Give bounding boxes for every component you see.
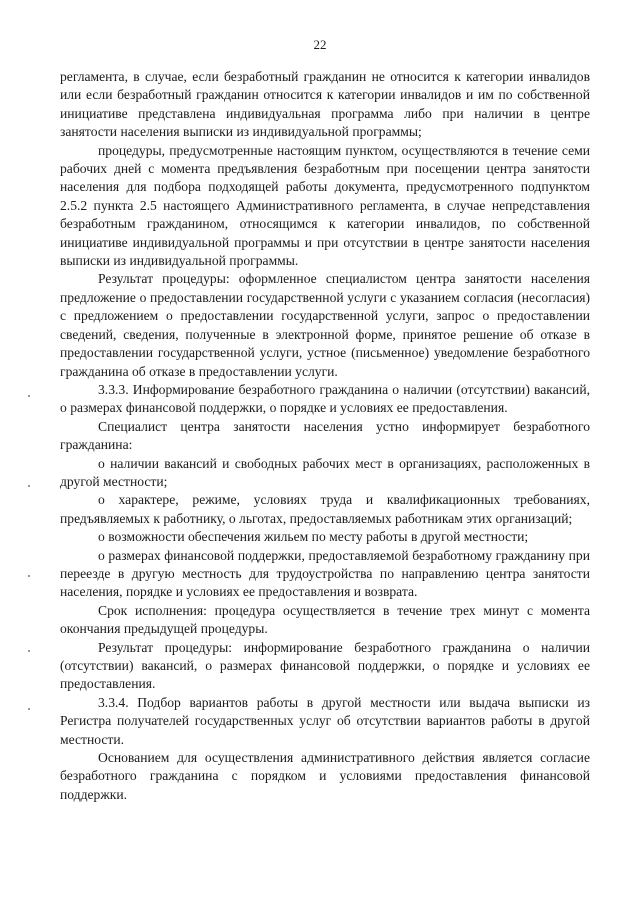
scan-speck — [28, 485, 30, 487]
list-item: о размерах финансовой поддержки, предоставляемой безработному гражданину при переезде в другую местность для трудоустройства по направлению центра занятости населения, порядке и условиях ее предоставления и возврата. — [60, 547, 590, 600]
list-item: о возможности обеспечения жильем по месту работы в другой местности; — [98, 529, 529, 545]
page-number: 22 — [313, 37, 327, 52]
paragraph: 3.3.3. Информирование безработного гражданина о наличии (отсутствии) вакансий, о размерах финансовой поддержки, о порядке и условиях ее предоставления. — [60, 381, 590, 416]
document-body — [60, 68, 590, 804]
list-item: о характере, режиме, условиях труда и квалификационных требованиях, предъявляемых к работнику, о льготах, предоставляемых работникам этих организаций; — [60, 492, 590, 526]
scan-speck — [28, 708, 30, 710]
paragraph: Основанием для осуществления административного действия является согласие безработного гражданина с порядком и условиями предоставления финансовой поддержки. — [60, 750, 590, 802]
scan-speck — [28, 395, 30, 397]
paragraph: Срок исполнения: процедура осуществляется в течение трех минут с момента окончания предыдущей процедуры. — [60, 602, 590, 637]
paragraph: Специалист центра занятости населения устно информирует безработного гражданина: — [60, 418, 590, 453]
list-item: о наличии вакансий и свободных рабочих мест в организациях, расположенных в другой местности; — [60, 455, 590, 489]
scan-speck — [28, 575, 30, 577]
scan-speck — [28, 650, 30, 652]
paragraph: Результат процедуры: оформленное специалистом центра занятости населения предложение о предоставлении государственной услуги с указанием согласия (несогласия) с предложением о предоставлении государственной услуги, запрос о предоставлении сведений, сведения, полученные в электронной форме, принятое решение об отказе в предоставлении государственной услуги, устное (письменное) уведомление безработного гражданина об отказе в предоставлении услуги. — [60, 271, 590, 379]
paragraph: Результат процедуры: информирование безработного гражданина о наличии (отсутствии) вакансий, о размерах финансовой поддержки, о порядке и условиях ее предоставления. — [60, 639, 590, 692]
paragraph: процедуры, предусмотренные настоящим пунктом, осуществляются в течение семи рабочих дней с момента предъявления безработным при посещении центра занятости населения для подбора подходящей работы документа, предусмотренного подпунктом 2.5.2 пункта 2.5 настоящего Административного регламента, в случае непредставления безработным гражданином, относящимся к категории инвалидов, по собственной инициативе индивидуальной программы и при отсутствии в центре занятости населения выписки из индивидуальной программы. — [60, 142, 590, 269]
paragraph: 3.3.4. Подбор вариантов работы в другой местности или выдача выписки из Регистра получателей государственных услуг об отсутствии вариантов работы в другой местности. — [60, 694, 590, 747]
paragraph: регламента, в случае, если безработный гражданин не относится к категории инвалидов или если безработный гражданин относится к категории инвалидов и им по собственной инициативе представлена индивидуальная программа либо при наличии в центре занятости населения выписки из индивидуальной программы; — [60, 69, 590, 140]
